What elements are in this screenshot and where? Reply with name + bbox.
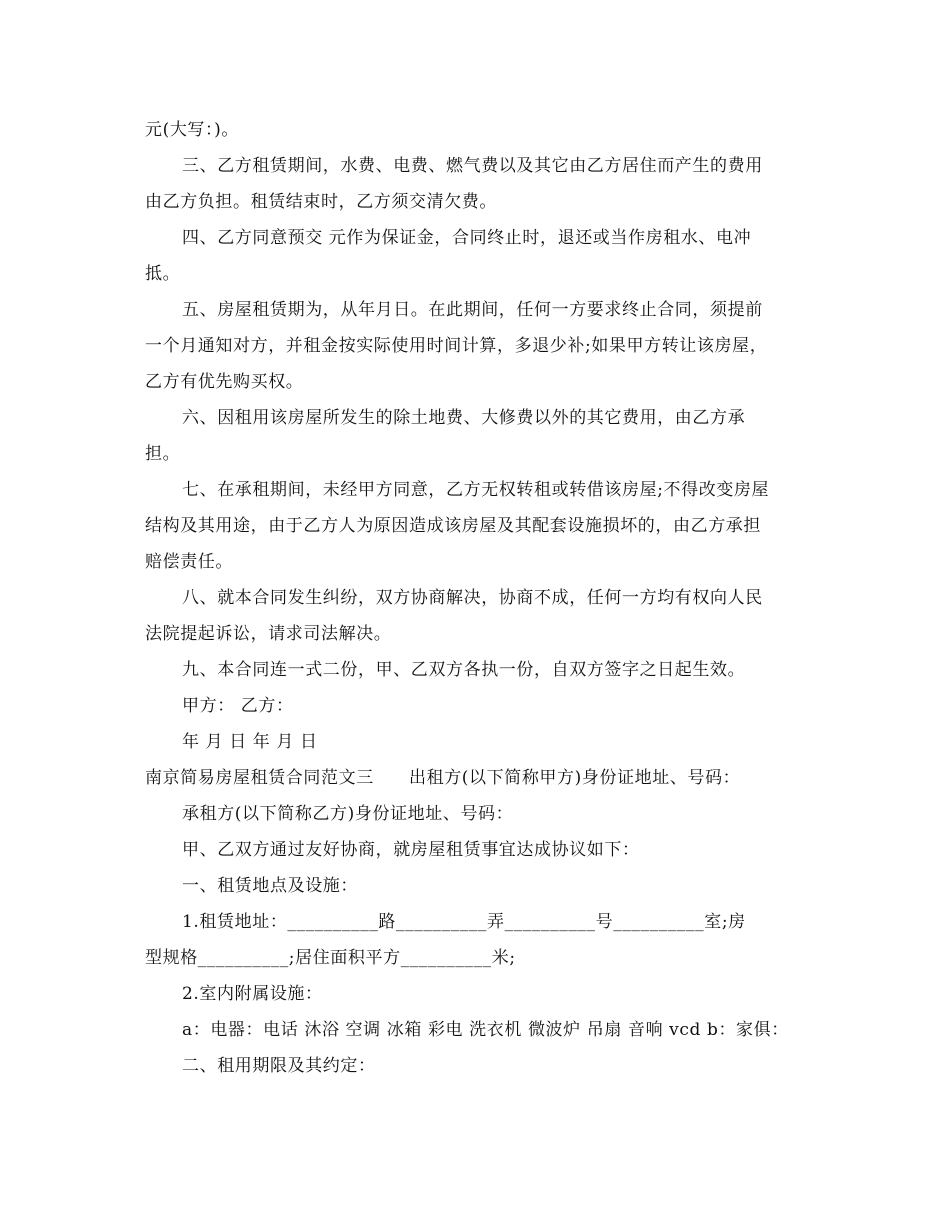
- text-line: 八、就本合同发生纠纷，双方协商解决，协商不成，任何一方均有权向人民: [182, 588, 763, 608]
- text-line: 2.室内附属设施：: [182, 984, 323, 1004]
- text-line: 三、乙方租赁期间，水费、电费、燃气费以及其它由乙方居住而产生的费用: [182, 156, 763, 176]
- text-line: a：电器：电话 沐浴 空调 冰箱 彩电 洗衣机 微波炉 吊扇 音响 vcd b：家俱：: [182, 1020, 789, 1040]
- text-line: 六、因租用该房屋所发生的除土地费、大修费以外的其它费用，由乙方承: [182, 408, 746, 428]
- text-line: 乙方有优先购买权。: [145, 372, 304, 392]
- text-line: 型规格__________;居住面积平方__________米;: [145, 948, 516, 968]
- text-line: 由乙方负担。租赁结束时，乙方须交清欠费。: [145, 192, 497, 212]
- section-title-line: 南京简易房屋租赁合同范文三 出租方(以下简称甲方)身份证地址、号码：: [145, 768, 741, 788]
- text-line: 法院提起诉讼，请求司法解决。: [145, 624, 392, 644]
- text-line: 二、租用期限及其约定：: [182, 1056, 376, 1076]
- text-line: 一、租赁地点及设施：: [182, 876, 358, 896]
- text-line: 1.租赁地址：__________路__________弄__________号__________室;房: [182, 912, 746, 932]
- signature-line: 甲方： 乙方：: [182, 696, 294, 716]
- text-line: 抵。: [145, 264, 181, 284]
- text-line: 甲、乙双方通过友好协商，就房屋租赁事宜达成协议如下：: [182, 840, 640, 860]
- date-line: 年 月 日 年 月 日: [182, 732, 318, 752]
- text-line: 五、房屋租赁期为，从年月日。在此期间，任何一方要求终止合同，须提前: [182, 300, 763, 320]
- text-line: 担。: [145, 444, 181, 464]
- text-line: 一个月通知对方，并租金按实际使用时间计算，多退少补;如果甲方转让该房屋，: [145, 336, 768, 356]
- text-line: 七、在承租期间，未经甲方同意，乙方无权转租或转借该房屋;不得改变房屋: [182, 480, 770, 500]
- text-line: 元(大写：)。: [145, 120, 239, 140]
- text-line: 赔偿责任。: [145, 552, 233, 572]
- text-line: 结构及其用途，由于乙方人为原因造成该房屋及其配套设施损坏的，由乙方承担: [145, 516, 761, 536]
- text-line: 四、乙方同意预交 元作为保证金，合同终止时，退还或当作房租水、电冲: [182, 228, 752, 248]
- text-line: 九、本合同连一式二份，甲、乙双方各执一份，自双方签字之日起生效。: [182, 660, 746, 680]
- text-line: 承租方(以下简称乙方)身份证地址、号码：: [182, 804, 514, 824]
